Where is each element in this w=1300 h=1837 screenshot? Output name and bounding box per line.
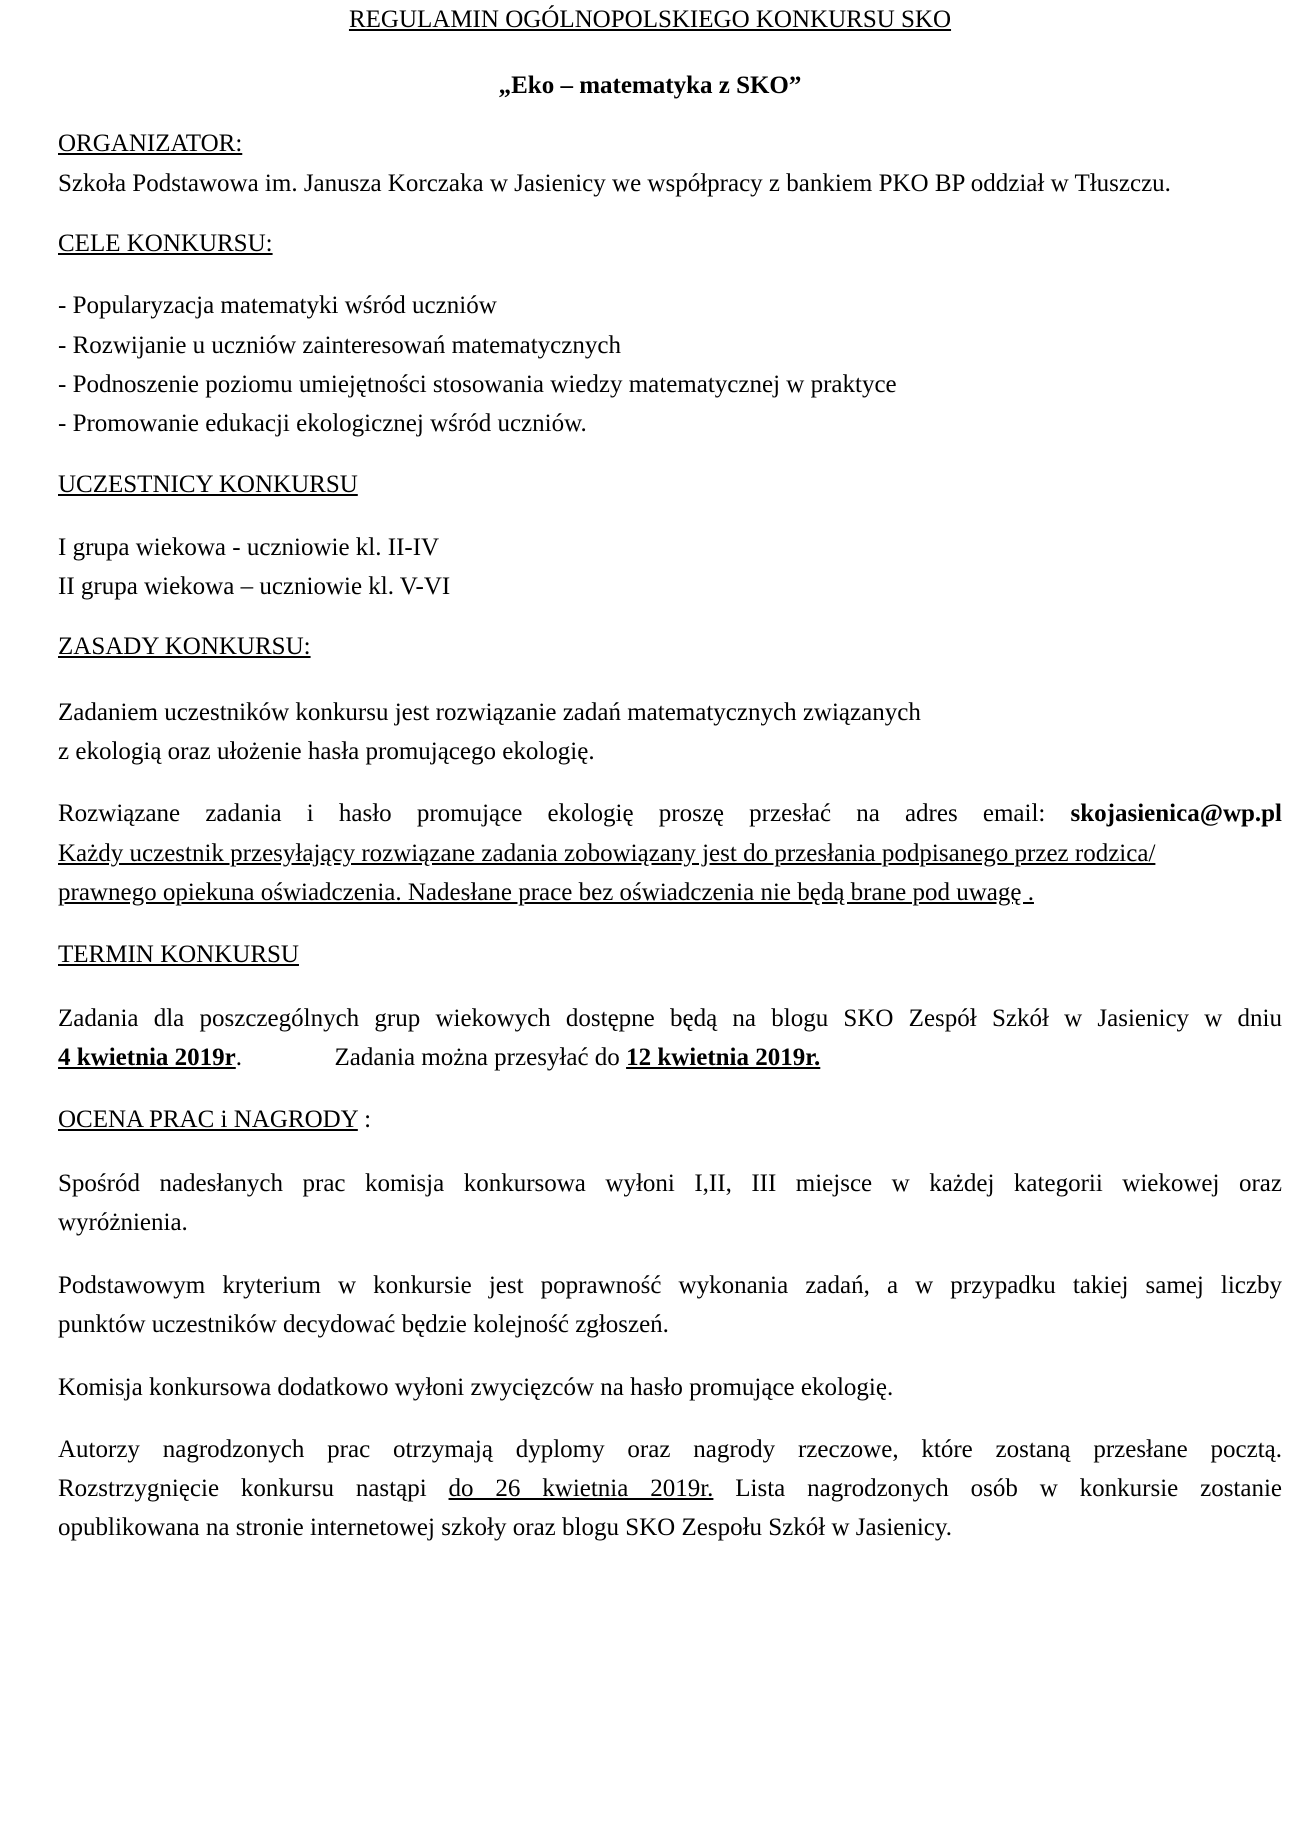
send-instructions [58, 798, 1282, 829]
organizer-text: Szkoła Podstawowa im. Janusza Korczaka w Jasienicy we współpracy z bankiem PKO BP oddział w Tłuszczu. [58, 170, 1171, 197]
end-date: 12 kwietnia 2019r. [626, 1044, 821, 1071]
evaluation-heading [58, 1104, 371, 1135]
results-line [58, 1473, 1282, 1504]
results-text-continued: Lista nagrodzonych osób w konkursie zostanie [713, 1475, 1283, 1502]
consent-line: Każdy uczestnik przesyłający rozwiązane zadania zobowiązany jest do przesłania podpisanego przez rodzica/ [58, 840, 1156, 867]
send-until-text: Zadania można przesyłać do [334, 1044, 620, 1071]
rules-text-line: Zadaniem uczestników konkursu jest rozwiązanie zadań matematycznych związanych [58, 699, 921, 726]
deadline-text-line: Zadania dla poszczególnych grup wiekowych dostępne będą na blogu SKO Zespół Szkół w Jasienicy w dniu [58, 1005, 1282, 1032]
results-date: do 26 kwietnia 2019r. [448, 1475, 714, 1502]
document-title: REGULAMIN OGÓLNOPOLSKIEGO KONKURSU SKO [348, 6, 952, 33]
rules-heading: ZASADY KONKURSU: [58, 633, 311, 660]
results-text: Rozstrzygnięcie konkursu nastąpi [58, 1475, 427, 1502]
contact-email: skojasienica@wp.pl [1070, 800, 1283, 827]
participants-heading: UCZESTNICY KONKURSU [58, 471, 358, 498]
evaluation-text-line: punktów uczestników decydować będzie kolejność zgłoszeń. [58, 1311, 669, 1338]
evaluation-heading-text: OCENA PRAC i NAGRODY [58, 1106, 358, 1133]
goal-item: - Popularyzacja matematyki wśród uczniów [58, 292, 497, 319]
deadline-dates [58, 1042, 820, 1073]
evaluation-text-line: Spośród nadesłanych prac komisja konkursowa wyłoni I,II, III miejsce w każdej kategorii wiekowej oraz [58, 1170, 1282, 1197]
participant-group: I grupa wiekowa - uczniowie kl. II-IV [58, 534, 440, 561]
evaluation-text-line: Komisja konkursowa dodatkowo wyłoni zwycięzców na hasło promujące ekologię. [58, 1374, 894, 1401]
start-date: 4 kwietnia 2019r [58, 1044, 236, 1071]
participant-group: II grupa wiekowa – uczniowie kl. V-VI [58, 573, 451, 600]
goal-item: - Rozwijanie u uczniów zainteresowań matematycznych [58, 332, 621, 359]
goal-item: - Podnoszenie poziomu umiejętności stosowania wiedzy matematycznej w praktyce [58, 371, 897, 398]
deadline-heading: TERMIN KONKURSU [58, 941, 299, 968]
start-date-period: . [235, 1044, 243, 1071]
send-text: Rozwiązane zadania i hasło promujące ekologię proszę przesłać na adres email: [58, 800, 1046, 827]
consent-line: prawnego opiekuna oświadczenia. Nadesłane prace bez oświadczenia nie będą brane pod uwagę . [58, 879, 1034, 906]
evaluation-text-line: wyróżnienia. [58, 1209, 188, 1236]
rules-text-line: z ekologią oraz ułożenie hasła promującego ekologię. [58, 738, 595, 765]
evaluation-text-line: Podstawowym kryterium w konkursie jest poprawność wykonania zadań, a w przypadku takiej samej liczby [58, 1272, 1282, 1299]
document-subtitle: „Eko – matematyka z SKO” [498, 72, 802, 99]
evaluation-text-line: opublikowana na stronie internetowej szkoły oraz blogu SKO Zespołu Szkół w Jasienicy. [58, 1514, 953, 1541]
organizer-heading: ORGANIZATOR: [58, 130, 243, 157]
goal-item: - Promowanie edukacji ekologicznej wśród uczniów. [58, 410, 587, 437]
goals-heading: CELE KONKURSU: [58, 230, 273, 257]
evaluation-heading-colon: : [357, 1106, 372, 1133]
evaluation-text-line: Autorzy nagrodzonych prac otrzymają dyplomy oraz nagrody rzeczowe, które zostaną przesłane pocztą. [58, 1436, 1282, 1463]
